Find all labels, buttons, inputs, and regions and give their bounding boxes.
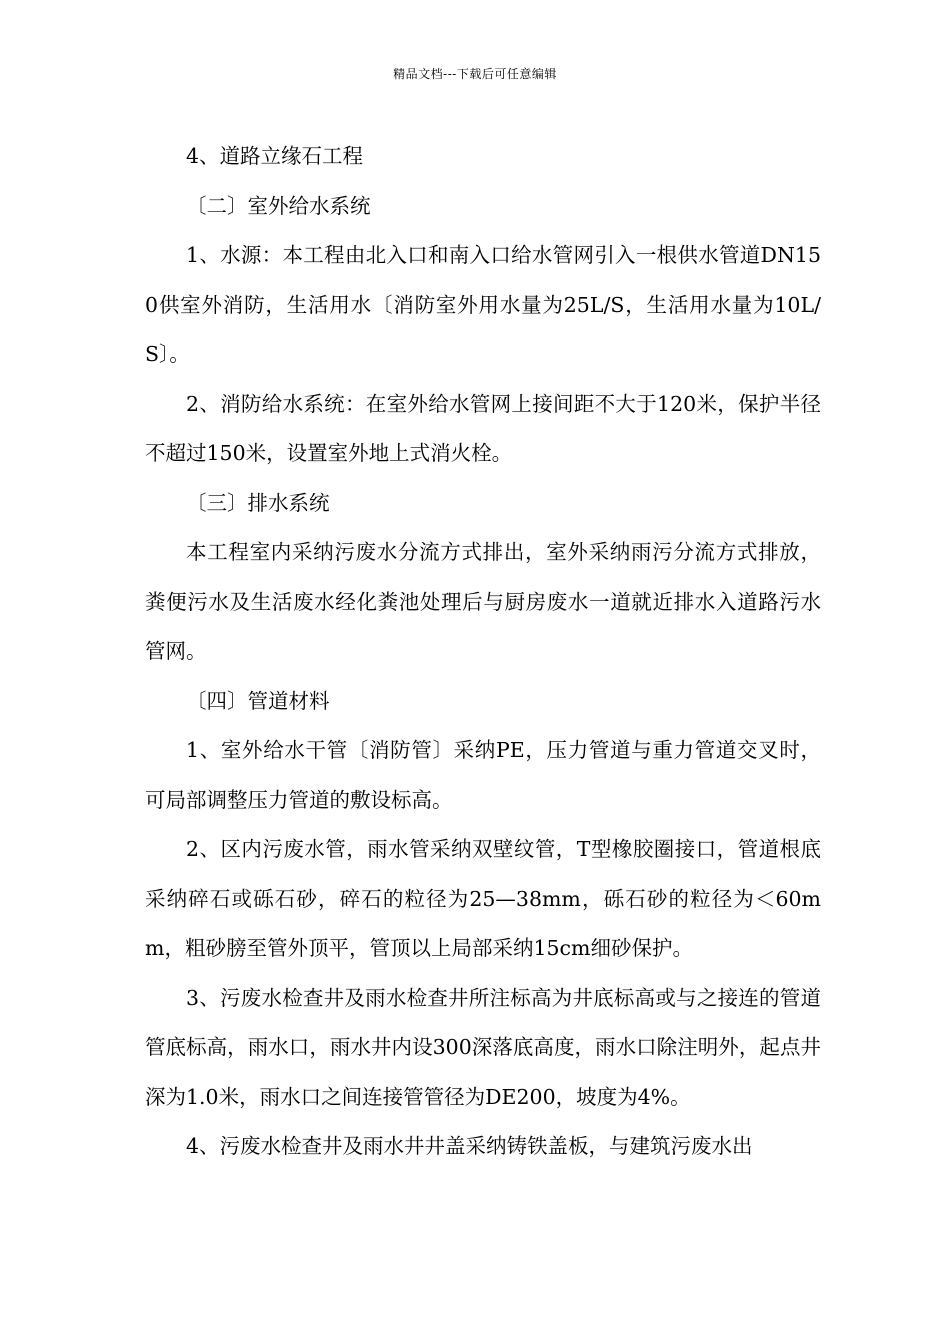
document-body xyxy=(145,132,821,1172)
section-heading-drainage: 〔三〕排水系统 xyxy=(186,490,330,515)
paragraph-main-pipe: 1、室外给水干管〔消防管〕采纳PE，压力管道与重力管道交叉时，可局部调整压力管道的敷设标高。 xyxy=(145,738,821,812)
paragraph-well-cover: 4、污废水检查井及雨水井井盖采纳铸铁盖板，与建筑污废水出 xyxy=(186,1134,753,1158)
paragraph-inspection-well: 3、污废水检查井及雨水检查井所注标高为井底标高或与之接连的管道管底标高，雨水口，雨水井内设300深落底高度，雨水口除注明外，起点井深为1.0米，雨水口之间连接管管径为DE200，坡度为4%。 xyxy=(145,985,821,1109)
page-header: 精品文档---下载后可任意编辑 xyxy=(393,67,557,81)
section-item-road-curb: 4、道路立缘石工程 xyxy=(186,144,364,168)
paragraph-water-source: 1、水源：本工程由北入口和南入口给水管网引入一根供水管道DN150供室外消防，生活用水〔消防室外用水量为25L/S，生活用水量为10L/S〕。 xyxy=(145,243,821,366)
paragraph-sewage-pipe: 2、区内污废水管，雨水管采纳双壁纹管，T型橡胶圈接口，管道根底采纳碎石或砾石砂，碎石的粒径为25—38mm，砾石砂的粒径为＜60mm，粗砂膀至管外顶平，管顶以上局部采纳15cm细砂保护。 xyxy=(145,837,821,960)
section-heading-pipe-materials: 〔四〕管道材料 xyxy=(186,688,330,713)
paragraph-fire-water-system: 2、消防给水系统：在室外给水管网上接间距不大于120米，保护半径不超过150米，设置室外地上式消火栓。 xyxy=(145,391,821,465)
section-heading-water-supply: 〔二〕室外给水系统 xyxy=(186,193,371,218)
paragraph-drainage-method: 本工程室内采纳污废水分流方式排出，室外采纳雨污分流方式排放，粪便污水及生活废水经化粪池处理后与厨房废水一道就近排水入道路污水管网。 xyxy=(145,540,821,663)
